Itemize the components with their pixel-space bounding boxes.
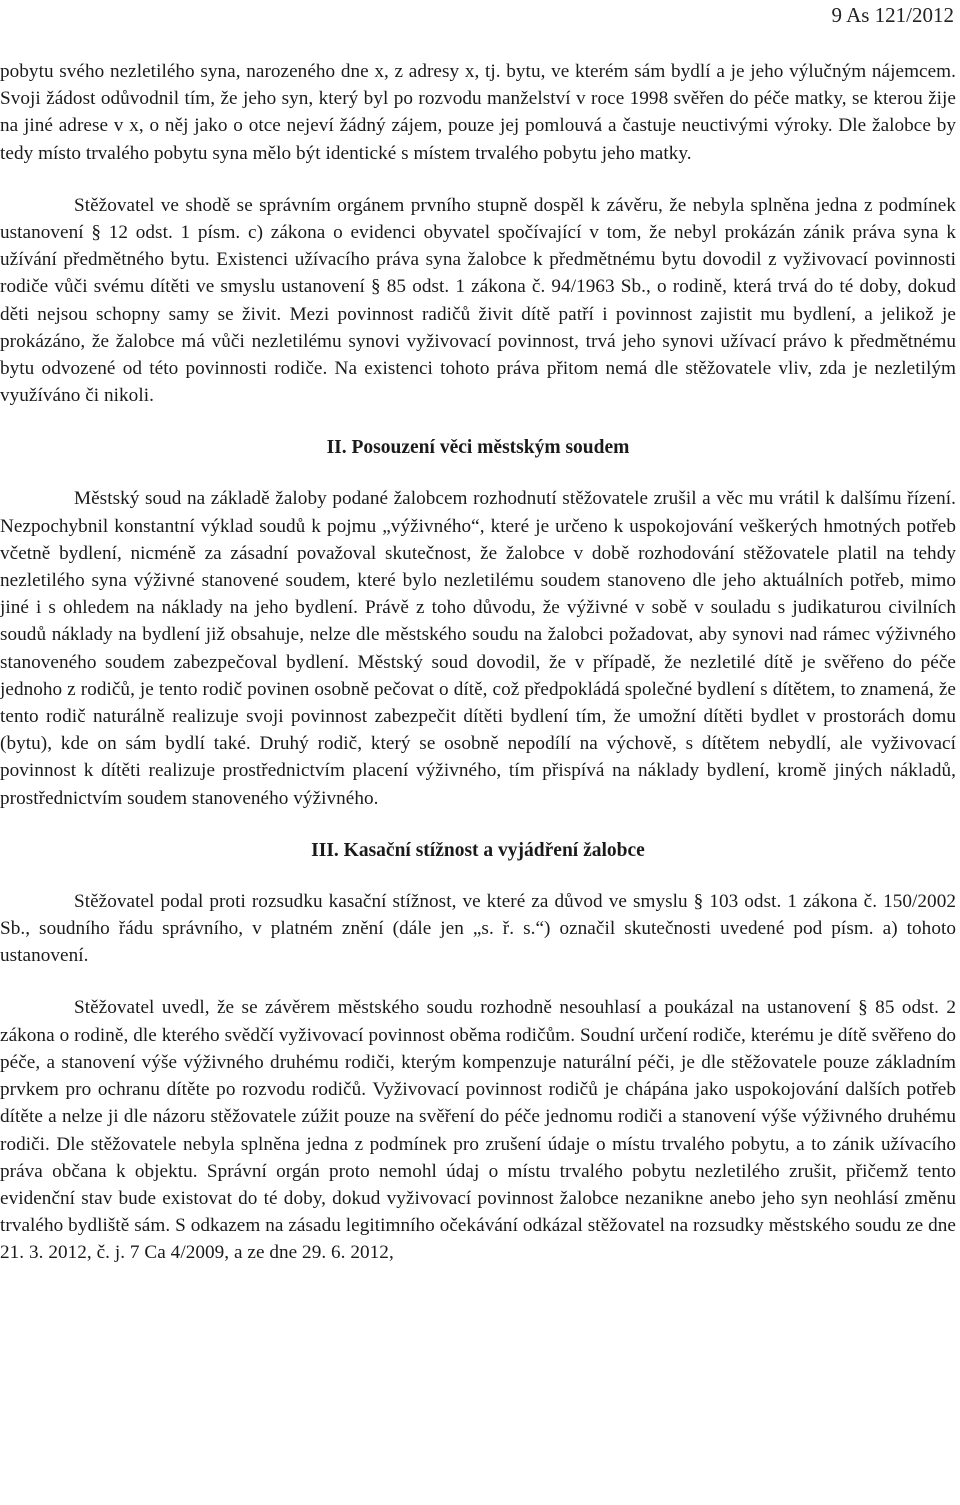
paragraph-city-court: Městský soud na základě žaloby podané žalobcem rozhodnutí stěžovatele zrušil a věc mu vrátil k dalšímu řízení. Nezpochybnil konstantní výklad soudů k pojmu „výživného“, které je určeno k uspokojování veškerých hmotných potřeb včetně bydlení, nicméně za zásadní považoval skutečnost, že žalobce v době rozhodování stěžovatele platil na tehdy nezletilého syna výživné stanovené soudem, které bylo nezletilému soudem stanoveno dle jeho aktuálních potřeb, mimo jiné i s ohledem na náklady na jeho bydlení. Právě z toho důvodu, že výživné v sobě v souladu s judikaturou civilních soudů náklady na bydlení již obsahuje, nelze dle městského soudu na žalobci požadovat, aby synovi nad rámec výživného stanoveného soudem zabezpečoval bydlení. Městský soud dovodil, že v případě, že nezletilé dítě je svěřeno do péče jednoho z rodičů, je tento rodič povinen osobně pečovat o dítě, což předpokládá společné bydlení s dítětem, to znamená, že tento rodič naturálně realizuje svoji povinnost zabezpečit dítěti bydlení tím, že umožní dítěti bydlet v prostorách domu (bytu), kde on sám bydlí také. Druhý rodič, který se osobně nepodílí na výchově, s dítětem nebydlí, ale vyživovací povinnost k dítěti realizuje prostřednictvím placení výživného, tím přispívá na náklady bydlení, kromě jiných nákladů, prostřednictvím soudem stanoveného výživného. xyxy=(0,488,956,809)
paragraph-respondent-conclusion: Stěžovatel ve shodě se správním orgánem prvního stupně dospěl k závěru, že nebyla splněna jedna z podmínek ustanovení § 12 odst. 1 písm. c) zákona o evidenci obyvatel spočívající v tom, že nebyl prokázán zánik práva syna k užívání předmětného bytu. Existenci užívacího práva syna žalobce k předmětnému bytu dovodil z vyživovací povinnosti rodiče vůči svému dítěti ve smyslu ustanovení § 85 odst. 1 zákona č. 94/1963 Sb., o rodině, která trvá do té doby, dokud děti nejsou schopny samy se živit. Mezi povinnost radičů živit dítě patří i povinnost zajistit mu bydlení, a jelikož je prokázáno, že žalobce má vůči nezletilému synovi vyživovací povinnost, trvá jeho synovi užívací právo k předmětnému bytu odvozené od této povinnosti rodiče. Na existenci tohoto práva přitom nemá dle stěžovatele vliv, zda je nezletilým využíváno či nikoli. xyxy=(0,194,956,407)
section-heading-ii: II. Posouzení věci městským soudem xyxy=(326,437,630,459)
paragraph-cassation-complaint: Stěžovatel podal proti rozsudku kasační stížnost, ve které za důvod ve smyslu § 103 odst. 1 zákona č. 150/2002 Sb., soudního řádu správního, v platném znění (dále jen „s. ř. s.“) označil skutečnosti uvedené pod písm. a) tohoto ustanovení. xyxy=(0,890,956,967)
paragraph-complainant-arguments: Stěžovatel uvedl, že se závěrem městského soudu rozhodně nesouhlasí a poukázal na ustanovení § 85 odst. 2 zákona o rodině, dle kterého svědčí vyživovací povinnost oběma rodičům. Soudní určení rodiče, kterému je dítě svěřeno do péče, a stanovení výše výživného druhému rodiči, kterým kompenzuje naturální péči, je dle stěžovatele pouze základním prvkem pro ochranu dítěte po rozvodu rodičů. Vyživovací povinnost rodičů je chápána jako uspokojování dalších potřeb dítěte a nelze ji dle názoru stěžovatele zúžit pouze na svěření do péče jednomu rodiči a stanovení výše výživného druhému rodiči. Dle stěžovatele nebyla splněna jedna z podmínek pro zrušení údaje o místu trvalého pobytu, a to zánik užívacího práva občana k objektu. Správní orgán proto nemohl údaj o místu trvalého pobytu nezletilého zrušit, přičemž tento evidenční stav bude existovat do té doby, dokud vyživovací povinnost žalobce nezanikne anebo jeho syn neohlásí změnu trvalého bydliště sám. S odkazem na zásadu legitimního očekávání odkázal stěžovatel na rozsudky městského soudu ze dne 21. 3. 2012, č. j. 7 Ca 4/2009, a ze dne 29. 6. 2012, xyxy=(0,997,956,1264)
document-body xyxy=(0,58,956,1267)
case-number: 9 As 121/2012 xyxy=(831,3,954,27)
paragraph-request: pobytu svého nezletilého syna, narozeného dne x, z adresy x, tj. bytu, ve kterém sám bydlí a je jeho výlučným nájemcem. Svoji žádost odůvodnil tím, že jeho syn, který byl po rozvodu manželství v roce 1998 svěřen do péče matky, se kterou žije na jiné adrese v x, o něj jako o otce nejeví žádný zájem, pouze jej pomlouvá a častuje neuctivými výroky. Dle žalobce by tedy místo trvalého pobytu syna mělo být identické s místem trvalého pobytu jeho matky. xyxy=(0,61,956,164)
section-heading-iii: III. Kasační stížnost a vyjádření žalobce xyxy=(311,839,645,861)
